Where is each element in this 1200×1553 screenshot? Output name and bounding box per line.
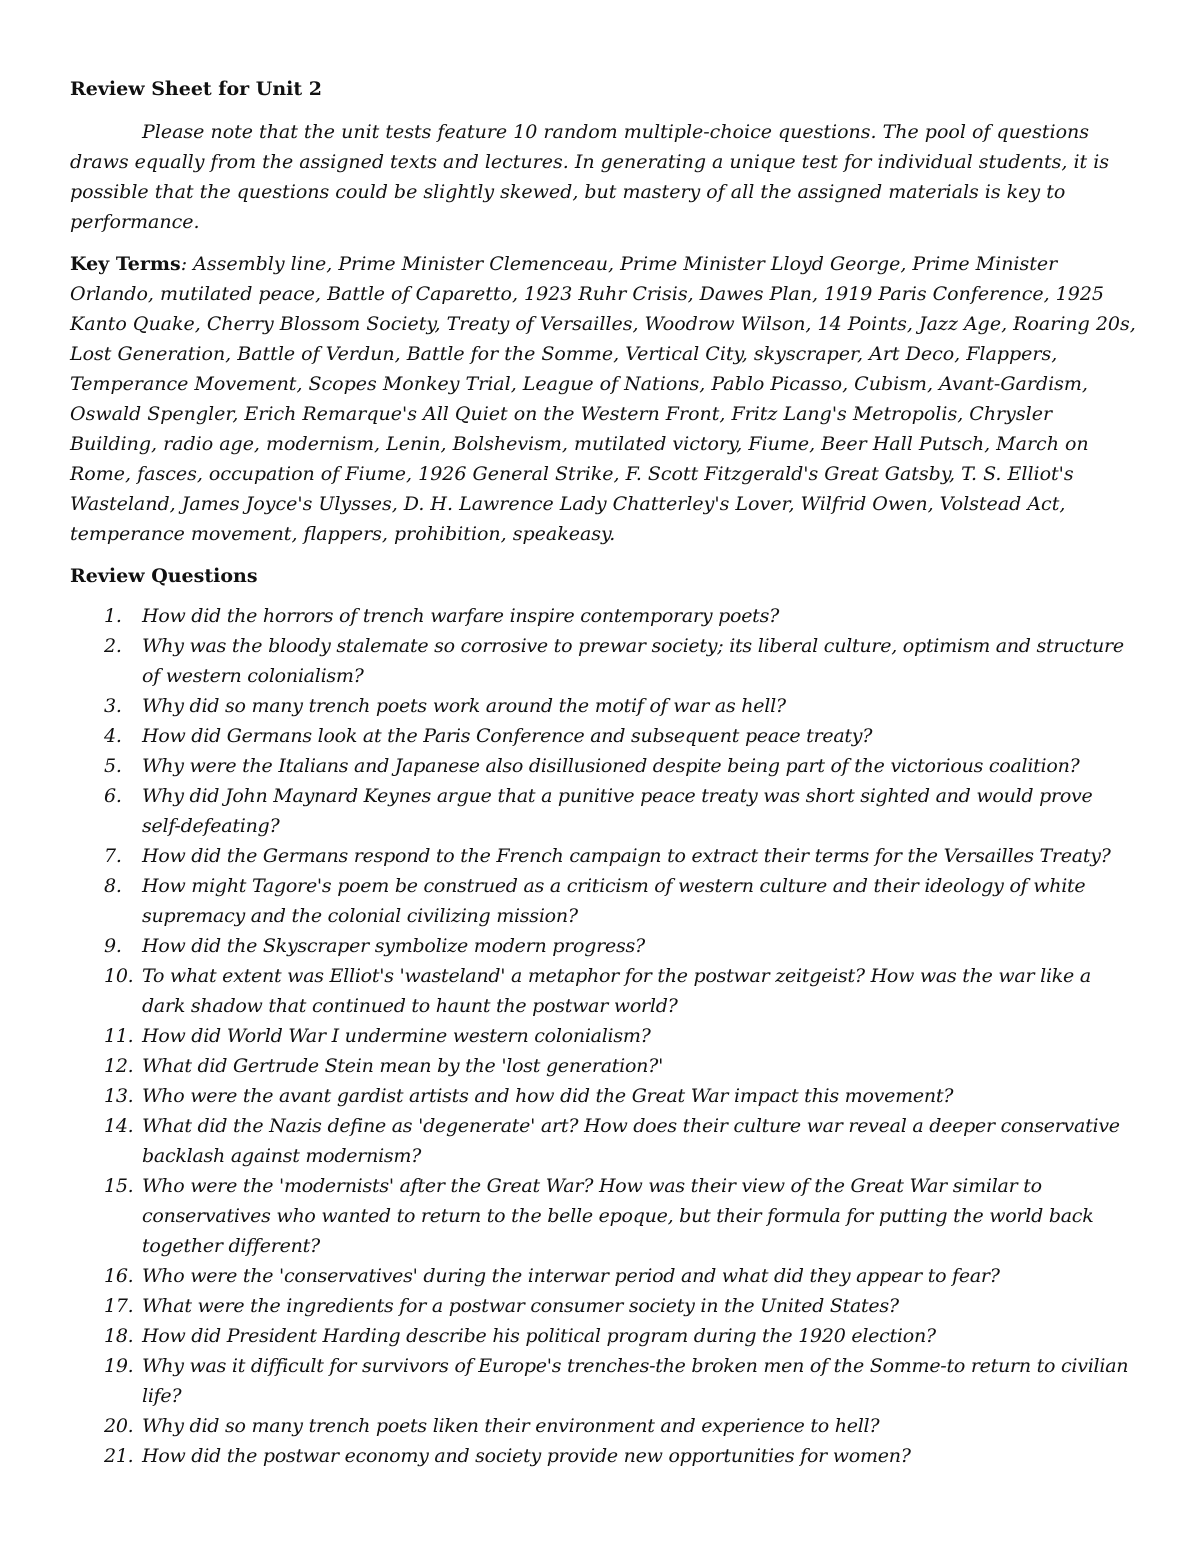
question-text: Who were the avant gardist artists and how did the Great War impact this movement? (142, 1085, 954, 1107)
question-item (70, 1291, 1136, 1321)
question-text: Why did John Maynard Keynes argue that a punitive peace treaty was short sighted and would prove self-defeating? (142, 785, 1093, 837)
page-title: Review Sheet for Unit 2 (70, 78, 322, 100)
question-item (70, 1051, 1136, 1081)
question-text: Why was the bloody stalemate so corrosive to prewar society; its liberal culture, optimism and structure of western colonialism? (142, 635, 1124, 687)
question-item (70, 1021, 1136, 1051)
question-item (70, 961, 1136, 1021)
question-item (70, 1111, 1136, 1171)
question-number: 14. (104, 1115, 134, 1137)
question-item (70, 1441, 1136, 1471)
question-number: 12. (104, 1055, 134, 1077)
document-page (70, 74, 1136, 1471)
question-number: 17. (104, 1295, 134, 1317)
question-item (70, 841, 1136, 871)
question-number: 8. (104, 875, 122, 897)
question-number: 11. (104, 1025, 134, 1047)
question-text: How did the horrors of trench warfare inspire contemporary poets? (142, 605, 780, 627)
question-number: 9. (104, 935, 122, 957)
question-text: Why did so many trench poets liken their environment and experience to hell? (142, 1415, 880, 1437)
question-item (70, 781, 1136, 841)
question-item (70, 631, 1136, 691)
question-text: To what extent was Elliot's 'wasteland' a metaphor for the postwar zeitgeist? How was the war like a dark shadow that continued to haunt the postwar world? (142, 965, 1091, 1017)
question-number: 5. (104, 755, 122, 777)
question-number: 6. (104, 785, 122, 807)
review-questions-heading: Review Questions (70, 565, 258, 587)
question-text: What were the ingredients for a postwar consumer society in the United States? (142, 1295, 899, 1317)
key-terms-paragraph (70, 249, 1136, 549)
question-text: What did the Nazis define as 'degenerate' art? How does their culture war reveal a deeper conservative backlash against modernism? (142, 1115, 1120, 1167)
question-text: Who were the 'modernists' after the Great War? How was their view of the Great War similar to conservatives who wanted to return to the belle epoque, but their formula for putting the world back together different? (142, 1175, 1094, 1257)
question-number: 18. (104, 1325, 134, 1347)
question-item (70, 1171, 1136, 1261)
question-number: 4. (104, 725, 122, 747)
question-item (70, 1411, 1136, 1441)
question-item (70, 721, 1136, 751)
question-number: 16. (104, 1265, 134, 1287)
key-terms-label: Key Terms (70, 253, 181, 275)
question-item (70, 751, 1136, 781)
question-item (70, 931, 1136, 961)
question-number: 15. (104, 1175, 134, 1197)
question-number: 10. (104, 965, 134, 987)
question-text: How might Tagore's poem be construed as a criticism of western culture and their ideology of white supremacy and the colonial civilizing mission? (142, 875, 1086, 927)
question-text: How did World War I undermine western colonialism? (142, 1025, 651, 1047)
question-number: 21. (104, 1445, 134, 1467)
question-item (70, 871, 1136, 931)
question-text: How did the Germans respond to the French campaign to extract their terms for the Versailles Treaty? (142, 845, 1111, 867)
question-text: How did Germans look at the Paris Conference and subsequent peace treaty? (142, 725, 873, 747)
key-terms-list: : Assembly line, Prime Minister Clemenceau, Prime Minister Lloyd George, Prime Minister Orlando, mutilated peace, Battle of Caparetto, 1923 Ruhr Crisis, Dawes Plan, 1919 Paris Conference, 1925 Kanto Quake, Cherry Blossom Society, Treaty of Versailles, Woodrow Wilson, 14 Points, Jazz Age, Roaring 20s, Lost Generation, Battle of Verdun, Battle for the Somme, Vertical City, skyscraper, Art Deco, Flappers, Temperance Movement, Scopes Monkey Trial, League of Nations, Pablo Picasso, Cubism, Avant-Gardism, Oswald Spengler, Erich Remarque's All Quiet on the Western Front, Fritz Lang's Metropolis, Chrysler Building, radio age, modernism, Lenin, Bolshevism, mutilated victory, Fiume, Beer Hall Putsch, March on Rome, fasces, occupation of Fiume, 1926 General Strike, F. Scott Fitzgerald's Great Gatsby, T. S. Elliot's Wasteland, James Joyce's Ulysses, D. H. Lawrence Lady Chatterley's Lover, Wilfrid Owen, Volstead Act, temperance movement, flappers, prohibition, speakeasy. (70, 253, 1136, 545)
question-number: 2. (104, 635, 122, 657)
question-text: How did the postwar economy and society provide new opportunities for women? (142, 1445, 911, 1467)
question-text: Why were the Italians and Japanese also disillusioned despite being part of the victorious coalition? (142, 755, 1080, 777)
intro-paragraph: Please note that the unit tests feature 10 random multiple-choice questions. The pool of questions draws equally from the assigned texts and lectures. In generating a unique test for individual students, it is possible that the questions could be slightly skewed, but mastery of all the assigned materials is key to performance. (70, 121, 1110, 233)
question-item (70, 601, 1136, 631)
question-number: 20. (104, 1415, 134, 1437)
question-item (70, 1321, 1136, 1351)
review-questions-list (70, 601, 1136, 1471)
question-text: What did Gertrude Stein mean by the 'lost generation?' (142, 1055, 664, 1077)
question-text: Who were the 'conservatives' during the interwar period and what did they appear to fear? (142, 1265, 1000, 1287)
question-text: How did President Harding describe his political program during the 1920 election? (142, 1325, 936, 1347)
question-number: 1. (104, 605, 122, 627)
question-text: How did the Skyscraper symbolize modern progress? (142, 935, 645, 957)
question-text: Why did so many trench poets work around the motif of war as hell? (142, 695, 786, 717)
question-item (70, 1351, 1136, 1411)
question-text: Why was it difficult for survivors of Europe's trenches-the broken men of the Somme-to return to civilian life? (142, 1355, 1129, 1407)
question-item (70, 691, 1136, 721)
question-number: 13. (104, 1085, 134, 1107)
question-number: 19. (104, 1355, 134, 1377)
question-item (70, 1081, 1136, 1111)
question-item (70, 1261, 1136, 1291)
question-number: 3. (104, 695, 122, 717)
question-number: 7. (104, 845, 122, 867)
